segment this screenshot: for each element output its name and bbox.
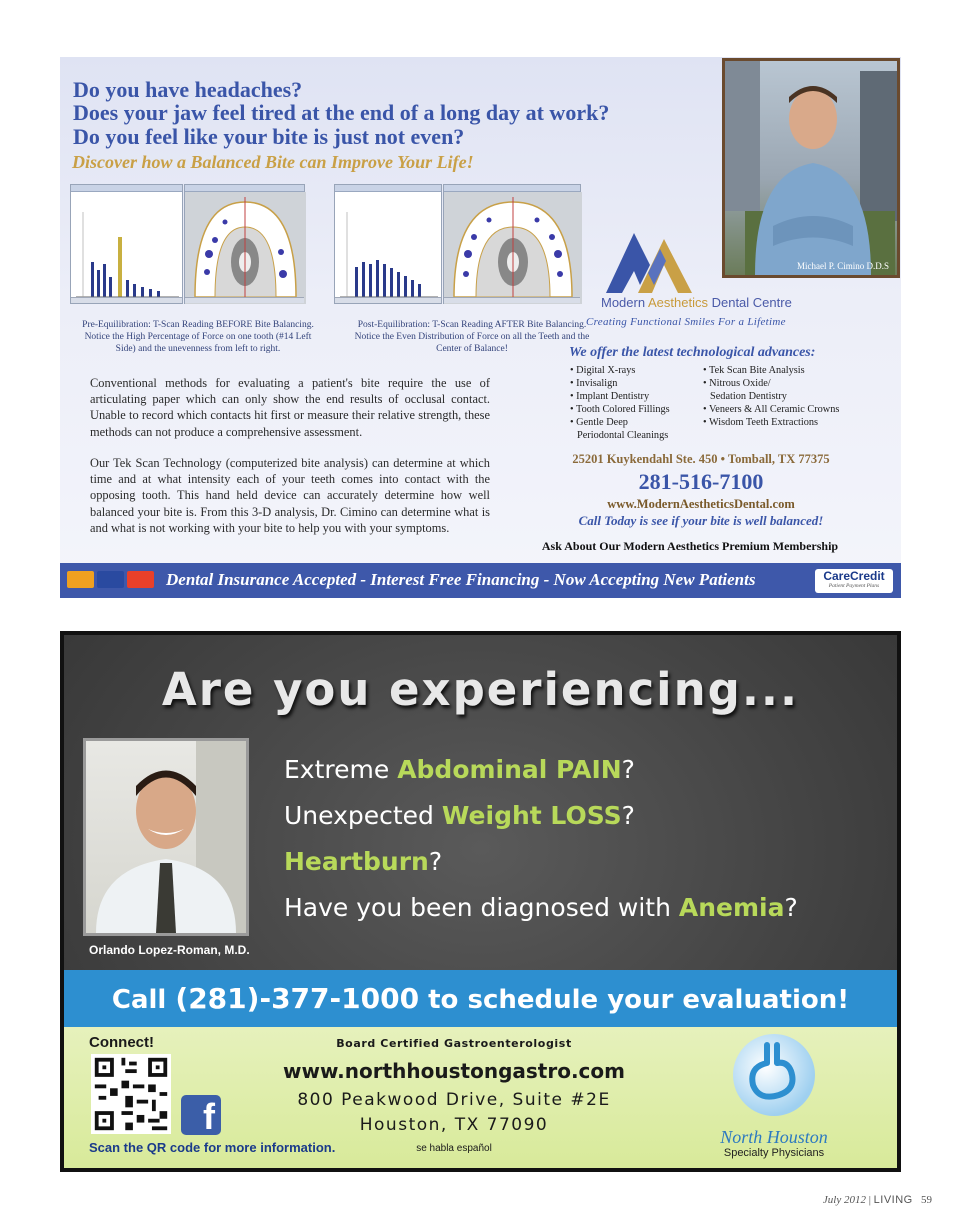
gastro-doctor-name: Orlando Lopez-Roman, M.D. <box>89 943 250 957</box>
gastro-phone[interactable]: (281)-377-1000 <box>175 982 420 1015</box>
section-name: LIVING <box>873 1194 913 1206</box>
practice-name: Modern Aesthetics Dental Centre <box>601 295 792 310</box>
tscan-before-3d-graph <box>70 184 183 304</box>
service-item: • Gentle Deep <box>570 417 628 428</box>
dental-phone[interactable]: 281-516-7100 <box>638 469 764 494</box>
logo-line-1: North Houston <box>720 1127 828 1147</box>
gastro-contact-panel <box>64 1027 897 1168</box>
service-item: • Nitrous Oxide/ <box>703 378 771 389</box>
page-number: 59 <box>921 1194 932 1206</box>
insurance-text: Dental Insurance Accepted - Interest Free Financing - Now Accepting New Patients <box>166 570 756 589</box>
gastro-ad <box>60 631 901 1172</box>
carecredit-logo: CareCredit Patient Payment Plans <box>815 569 893 593</box>
gastro-headline: Are you experiencing... <box>161 663 800 716</box>
services-heading: We offer the latest technological advances: <box>569 345 816 360</box>
gastro-address-line-1: 800 Peakwood Drive, Suite #2E <box>297 1090 611 1110</box>
page-folio <box>823 1194 932 1206</box>
tagline: Creating Functional Smiles For a Lifetime <box>586 316 786 328</box>
headline-1: Do you have headaches? <box>73 77 303 102</box>
subheadline: Discover how a Balanced Bite can Improve Your Life! <box>72 152 474 172</box>
membership-text: Ask About Our Modern Aesthetics Premium Membership <box>541 539 839 553</box>
issue-date: July 2012 <box>822 1194 866 1206</box>
service-item: • Tooth Colored Fillings <box>570 404 670 415</box>
service-item: Periodontal Cleanings <box>577 430 669 441</box>
doctor-caption: Michael P. Cimino D.D.S <box>796 261 889 271</box>
gastro-website-link[interactable]: www.northhoustongastro.com <box>283 1059 625 1083</box>
board-certified-text: Board Certified Gastroenterologist <box>336 1037 572 1050</box>
symptom-question-3: Heartburn? <box>284 847 443 876</box>
body-paragraph-2: Our Tek Scan Technology (computerized bite analysis) can determine at which time and at what intensity each of your teeth comes into contact with the opposing tooth. This hand held device can accurately determine how well balanced your bite is. From this 3-D analysis, Dr. Cimino can determine what is and what is not working with your bite to help you with your symptoms. <box>90 456 490 535</box>
service-item: Sedation Dentistry <box>710 391 787 402</box>
dental-address: 25201 Kuykendahl Ste. 450 • Tomball, TX 77375 <box>572 452 830 466</box>
service-item: • Implant Dentistry <box>570 391 650 402</box>
dental-ad <box>60 57 901 598</box>
caption-after: Post-Equilibration: T-Scan Reading AFTER Bite Balancing. Notice the Even Distribution of Force on all the Teeth and the Center of Balance! <box>354 320 590 354</box>
facebook-icon[interactable]: f <box>181 1095 221 1135</box>
tscan-before-arch <box>184 184 305 304</box>
folio-separator: | <box>865 1194 874 1206</box>
dental-website-link[interactable]: www.ModernAestheticsDental.com <box>607 497 795 511</box>
connect-label: Connect! <box>89 1034 154 1051</box>
tscan-after-arch <box>443 184 581 304</box>
symptom-question-2: Unexpected Weight LOSS? <box>284 801 635 830</box>
service-item: • Veneers & All Ceramic Crowns <box>703 404 840 415</box>
discover-card-icon <box>67 571 94 588</box>
logo-line-2: Specialty Physicians <box>723 1147 825 1159</box>
service-item: • Wisdom Teeth Extractions <box>703 417 819 428</box>
visa-card-icon <box>97 571 124 588</box>
spanish-note: se habla español <box>416 1143 492 1154</box>
insurance-band <box>60 563 901 598</box>
service-item: • Digital X-rays <box>570 365 636 376</box>
service-item: • Tek Scan Bite Analysis <box>703 365 805 376</box>
caption-before: Pre-Equilibration: T-Scan Reading BEFORE Bite Balancing. Notice the High Percentage of Force on one tooth (#14 Left Side) and the unevenness from left to right. <box>82 320 314 354</box>
doctor-photo <box>722 58 900 278</box>
gastro-doctor-photo <box>83 738 249 936</box>
service-item: • Invisalign <box>570 378 618 389</box>
call-text: Call (281)-377-1000 to schedule your evaluation! <box>111 982 850 1015</box>
gastro-address-line-2: Houston, TX 77090 <box>359 1115 549 1135</box>
qr-code-icon[interactable] <box>91 1054 171 1134</box>
call-band <box>64 970 897 1027</box>
qr-caption: Scan the QR code for more information. <box>89 1140 336 1155</box>
services-list-right <box>703 364 839 429</box>
headline-2: Does your jaw feel tired at the end of a long day at work? <box>73 100 610 125</box>
mastercard-icon <box>127 571 154 588</box>
symptom-question-1: Extreme Abdominal PAIN? <box>284 755 635 784</box>
stomach-logo-icon <box>719 1033 829 1118</box>
modern-aesthetics-logo-icon <box>604 229 694 295</box>
tscan-after-3d-graph <box>334 184 442 304</box>
body-paragraph-1: Conventional methods for evaluating a patient's bite require the use of articulating paper which can only show the end results of occlusal contact. Unable to record which contacts hit first or measure their relative strength, these methods can not produce a comprehensive assessment. <box>90 376 490 439</box>
services-list-left <box>570 364 670 442</box>
call-today-text: Call Today is see if your bite is well balanced! <box>578 513 824 528</box>
headline-3: Do you feel like your bite is just not even? <box>73 124 465 149</box>
symptom-question-4: Have you been diagnosed with Anemia? <box>284 893 798 922</box>
payment-cards <box>67 571 154 588</box>
